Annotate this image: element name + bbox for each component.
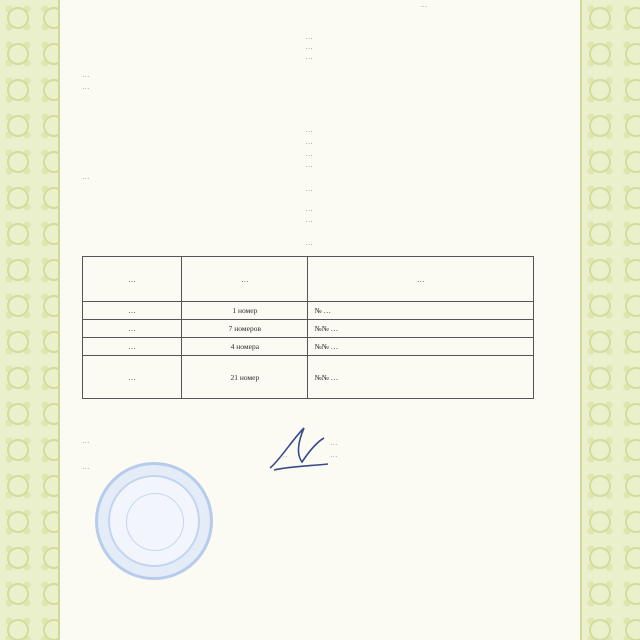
numbers-cell: №№ …: [308, 356, 534, 399]
table-row: [83, 320, 534, 338]
category-cell: …: [83, 302, 182, 320]
table-row: [83, 338, 534, 356]
accreditation-org-line: …: [305, 32, 315, 41]
count-cell: 7 номеров: [182, 320, 308, 338]
accreditation-org-caption: …: [305, 52, 315, 61]
header-room-numbers: …: [308, 257, 534, 302]
count-cell: 4 номера: [182, 338, 308, 356]
table-row: [83, 302, 534, 320]
decorative-border-right: [580, 0, 640, 640]
category-cell: …: [83, 338, 182, 356]
registry-number-line: …: [82, 70, 92, 79]
head-signature-label: …: [82, 436, 92, 445]
count-cell: 1 номер: [182, 302, 308, 320]
official-seal: [95, 462, 213, 580]
header-category: …: [83, 257, 182, 302]
seal-place-label: …: [82, 462, 92, 471]
basis-caption: …: [305, 184, 315, 193]
numbers-cell: №№ …: [308, 320, 534, 338]
category-cell: …: [83, 356, 182, 399]
category-cell: …: [83, 320, 182, 338]
room-fund-caption: …: [305, 215, 315, 224]
table-row: [83, 356, 534, 399]
appendix-number: …: [420, 0, 430, 9]
handwritten-signature: [262, 420, 332, 475]
decorative-border-left: [0, 0, 60, 640]
hotel-address: …: [305, 149, 315, 158]
validity-line: …: [82, 82, 92, 91]
hotel-address-caption: …: [305, 160, 315, 169]
basis-line: …: [82, 172, 92, 181]
numbers-cell: № …: [308, 302, 534, 320]
table-header-row: [83, 257, 534, 302]
room-categories-table: [82, 256, 534, 399]
name-caption: …: [330, 450, 340, 459]
head-name: …: [330, 438, 340, 447]
accreditation-org-name: …: [305, 42, 315, 51]
room-fund-line: …: [305, 204, 315, 213]
categories-title: …: [305, 238, 315, 247]
signature-caption: …: [280, 450, 290, 459]
header-count: …: [182, 257, 308, 302]
numbers-cell: №№ …: [308, 338, 534, 356]
count-cell: 21 номер: [182, 356, 308, 399]
hotel-name-caption: …: [305, 137, 315, 146]
hotel-name: …: [305, 125, 315, 134]
